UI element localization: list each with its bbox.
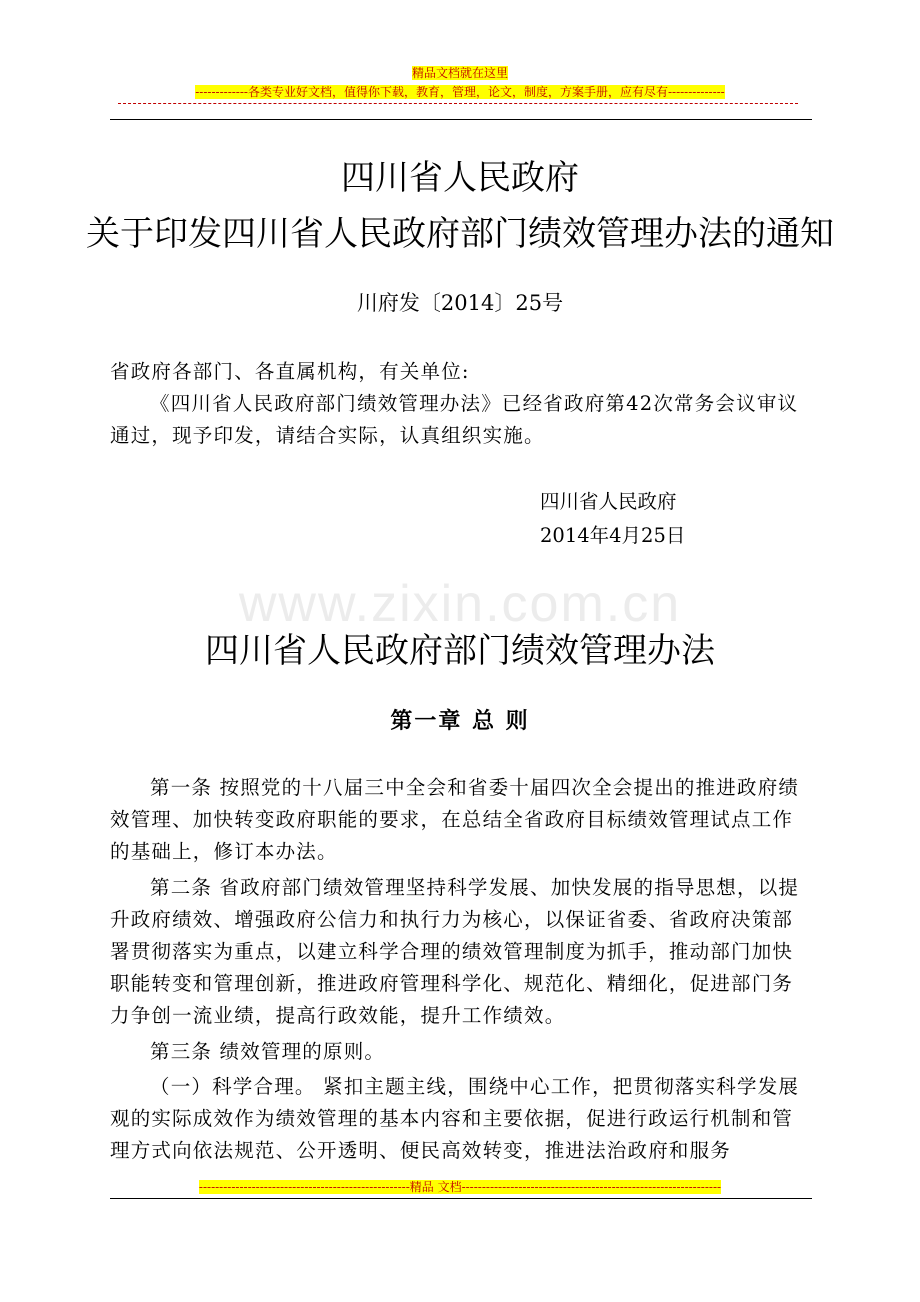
header-rule	[110, 119, 812, 120]
header-dashed-divider	[118, 103, 798, 104]
article-1: 第一条 按照党的十八届三中全会和省委十届四次全会提出的推进政府绩效管理、加快转变政府职能的要求，在总结全省政府目标绩效管理试点工作的基础上，修订本办法。	[110, 776, 800, 863]
header-banner: -------------各类专业好文档，值得你下载，教育，管理，论文，制度，方案手册，应有尽有--------------	[195, 85, 725, 99]
watermark: www.zixin.com.cn	[238, 575, 682, 633]
article-3-item-1: （一）科学合理。 紧扣主题主线，围绕中心工作，把贯彻落实科学发展观的实际成效作为绩效管理的基本内容和主要依据，促进行政运行机制和管理方式向依法规范、公开透明、便民高效转变，推进法治政府和服务	[110, 1075, 800, 1162]
notice-title-line2: 关于印发四川省人民政府部门绩效管理办法的通知	[86, 214, 834, 254]
regulation-title: 四川省人民政府部门绩效管理办法	[205, 631, 715, 671]
article-2: 第二条 省政府部门绩效管理坚持科学发展、加快发展的指导思想，以提升政府绩效、增强政府公信力和执行力为核心，以保证省委、省政府决策部署贯彻落实为重点，以建立科学合理的绩效管理制度为抓手，推动部门加快职能转变和管理创新，推进政府管理科学化、规范化、精细化，促进部门务力争创一流业绩，提高行政效能，提升工作绩效。	[110, 876, 800, 1027]
header-tagline: 精品文档就在这里	[411, 66, 508, 80]
notice-title-line1: 四川省人民政府	[341, 158, 579, 198]
chapter-heading: 第一章 总 则	[390, 709, 530, 734]
signature-date: 2014年4月25日	[540, 524, 686, 547]
footer-rule	[110, 1198, 812, 1199]
footer-banner: ----------------------------------------------------精品 文档----------------------------------------------------------------	[198, 1180, 722, 1194]
article-3: 第三条 绩效管理的原则。	[150, 1040, 386, 1063]
notice-body: 《四川省人民政府部门绩效管理办法》已经省政府第42次常务会议审议通过，现予印发，请结合实际，认真组织实施。	[110, 392, 799, 447]
signature-organization: 四川省人民政府	[540, 490, 677, 513]
addressee: 省政府各部门、各直属机构，有关单位:	[110, 360, 470, 383]
document-number: 川府发〔2014〕25号	[356, 291, 564, 315]
